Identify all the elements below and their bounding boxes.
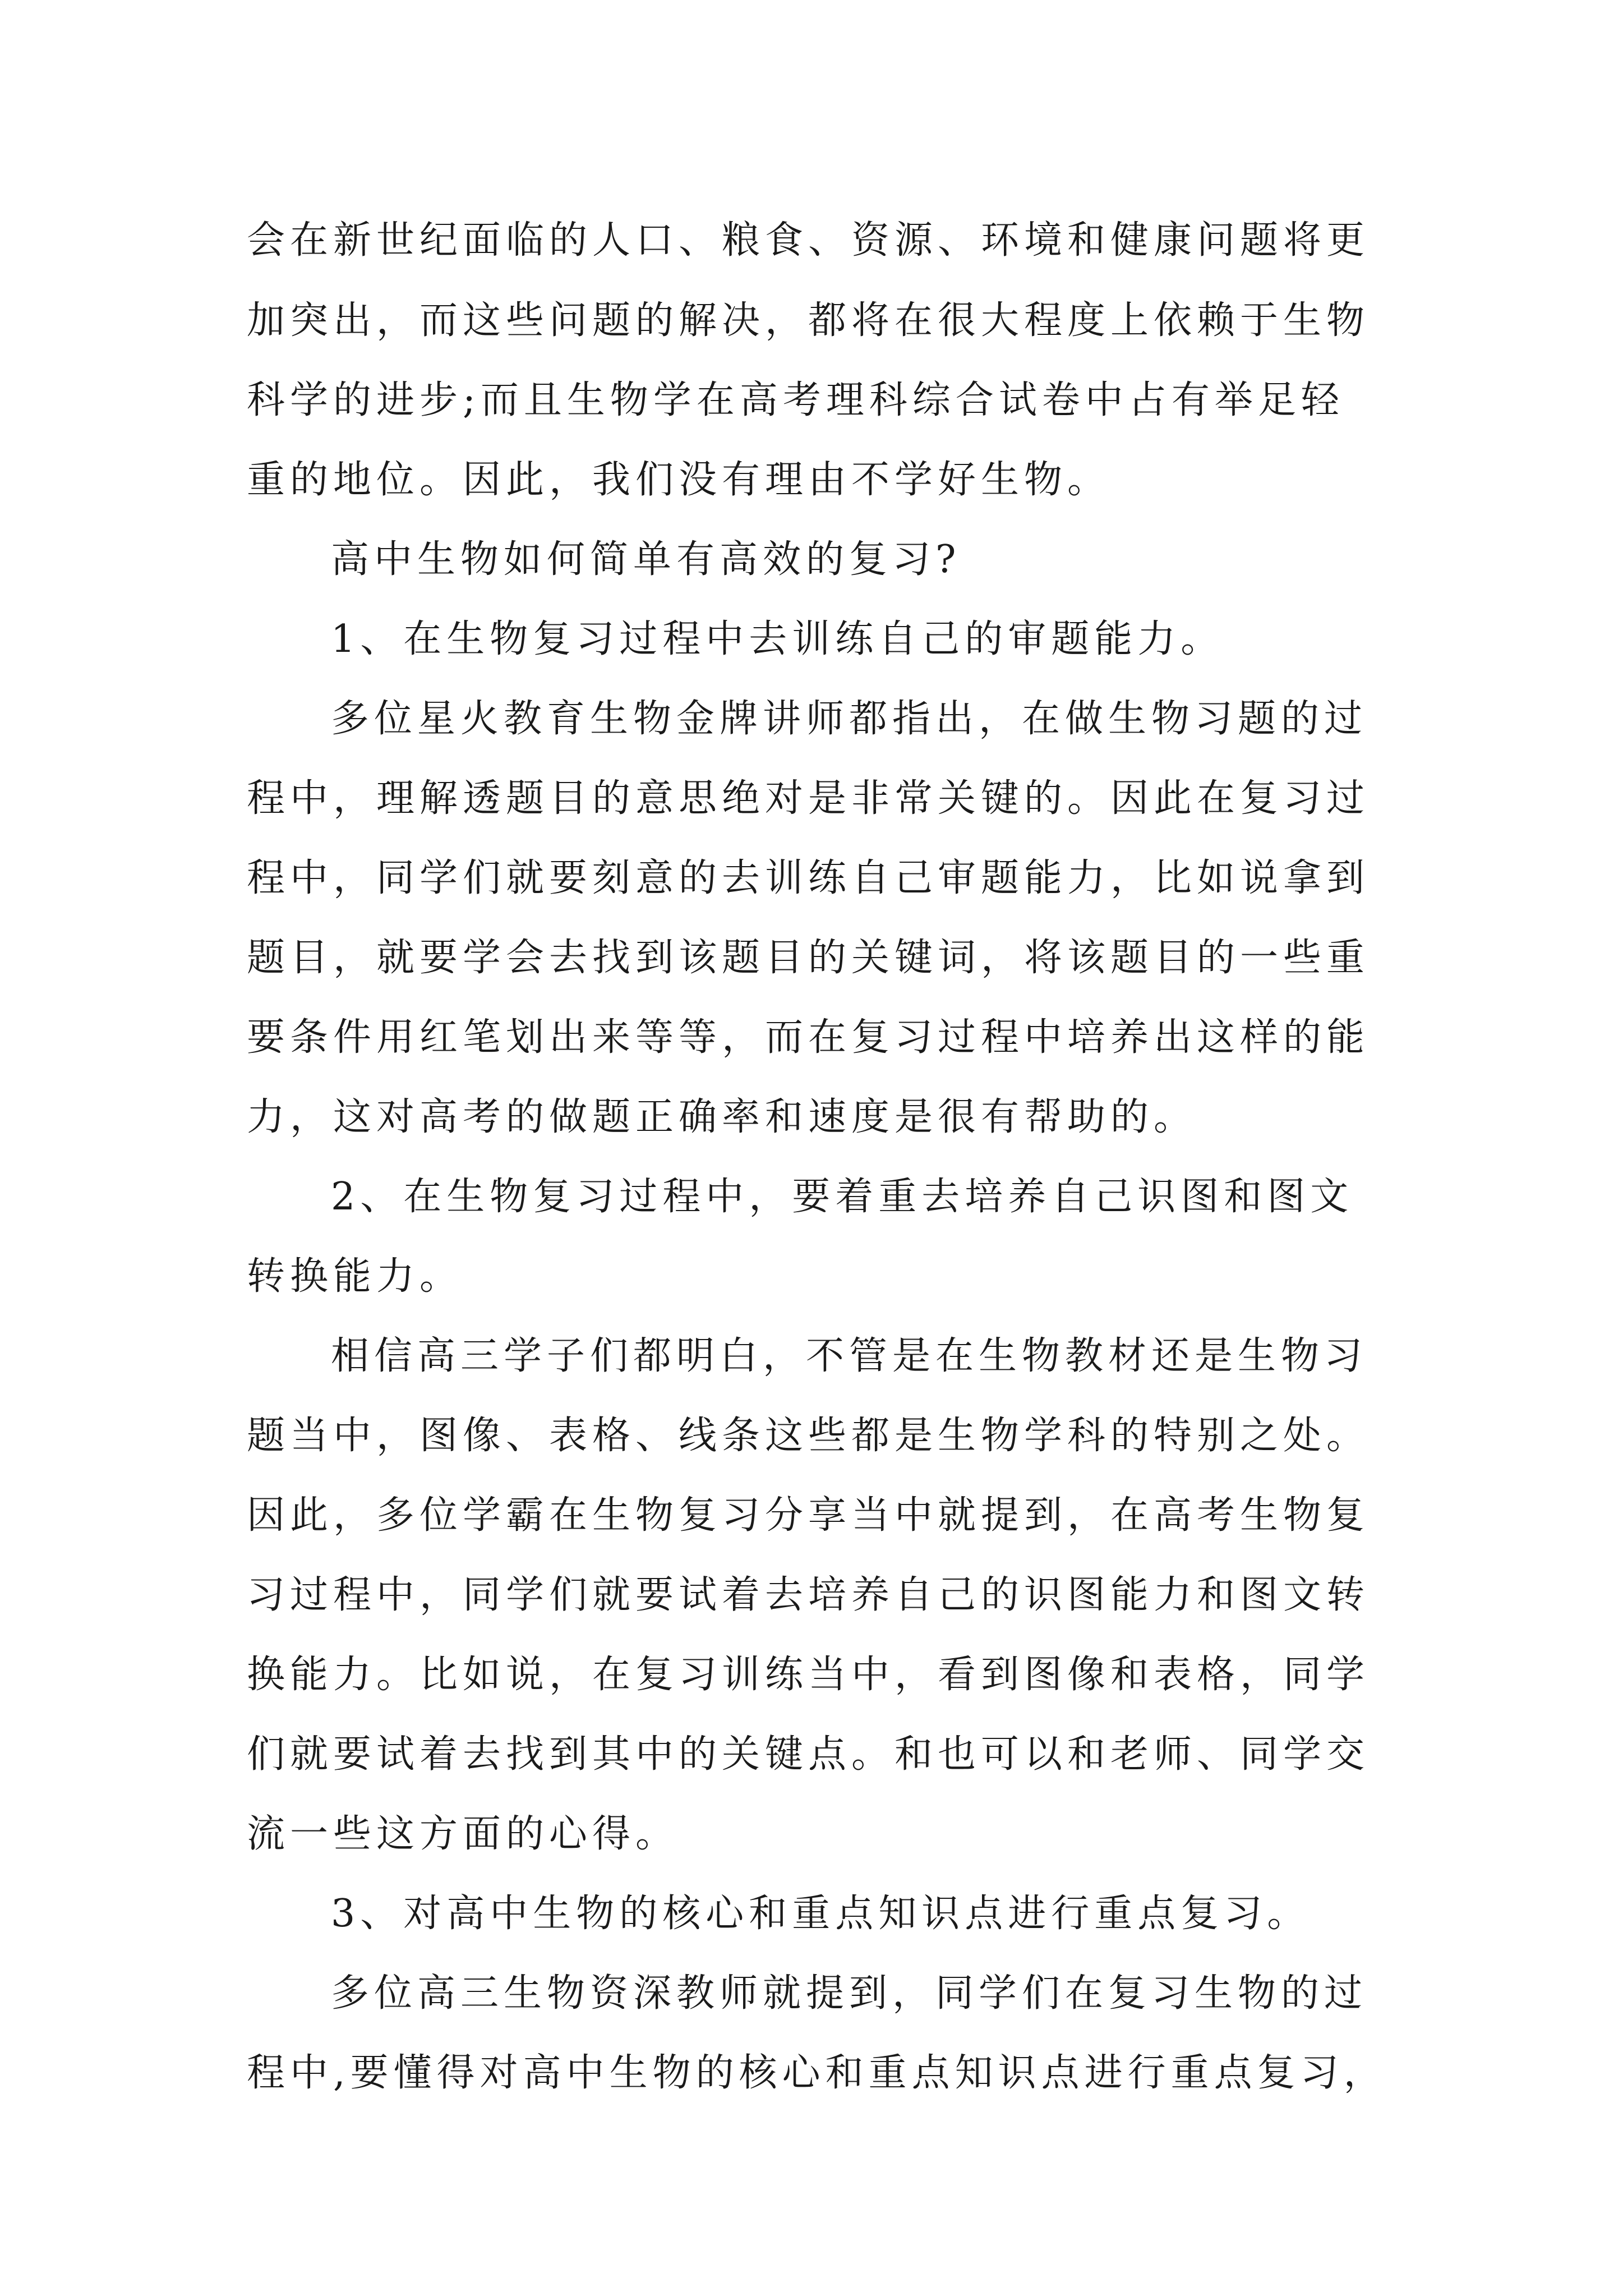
text-line: 多位高三生物资深教师就提到，同学们在复习生物的过 (331, 1971, 1368, 2016)
text-line: 程中，同学们就要刻意的去训练自己审题能力，比如说拿到 (247, 856, 1370, 900)
text-line: 因此，多位学霸在生物复习分享当中就提到，在高考生物复 (247, 1493, 1370, 1538)
text-line: 会在新世纪面临的人口、粮食、资源、环境和健康问题将更 (247, 218, 1370, 263)
numbered-point: 2、在生物复习过程中，要着重去培养自己识图和图文 (331, 1175, 1354, 1219)
text-line: 题目，就要学会去找到该题目的关键词，将该题目的一些重 (247, 936, 1370, 980)
text-line: 要条件用红笔划出来等等，而在复习过程中培养出这样的能 (247, 1015, 1370, 1060)
text-line: 转换能力。 (247, 1254, 463, 1299)
text-line: 多位星火教育生物金牌讲师都指出，在做生物习题的过 (331, 697, 1368, 741)
text-line: 流一些这方面的心得。 (247, 1812, 679, 1856)
text-line: 题当中，图像、表格、线条这些都是生物学科的特别之处。 (247, 1414, 1370, 1458)
text-line: 们就要试着去找到其中的关键点。和也可以和老师、同学交 (247, 1732, 1370, 1777)
text-line: 力，这对高考的做题正确率和速度是很有帮助的。 (247, 1095, 1197, 1139)
text-line: 重的地位。因此，我们没有理由不学好生物。 (247, 458, 1111, 502)
text-line: 相信高三学子们都明白，不管是在生物教材还是生物习 (331, 1334, 1368, 1378)
text-line: 换能力。比如说，在复习训练当中，看到图像和表格，同学 (247, 1653, 1370, 1697)
numbered-point: 1、在生物复习过程中去训练自己的审题能力。 (331, 617, 1224, 661)
text-line: 加突出，而这些问题的解决，都将在很大程度上依赖于生物 (247, 298, 1370, 343)
text-line: 程中,要懂得对高中生物的核心和重点知识点进行重点复习， (247, 2051, 1387, 2095)
text-line: 习过程中，同学们就要试着去培养自己的识图能力和图文转 (247, 1573, 1370, 1617)
numbered-point: 3、对高中生物的核心和重点知识点进行重点复习。 (331, 1892, 1311, 1936)
text-line: 科学的进步;而且生物学在高考理科综合试卷中占有举足轻 (247, 378, 1344, 422)
section-heading: 高中生物如何简单有高效的复习? (331, 537, 961, 582)
text-line: 程中，理解透题目的意思绝对是非常关键的。因此在复习过 (247, 776, 1370, 821)
